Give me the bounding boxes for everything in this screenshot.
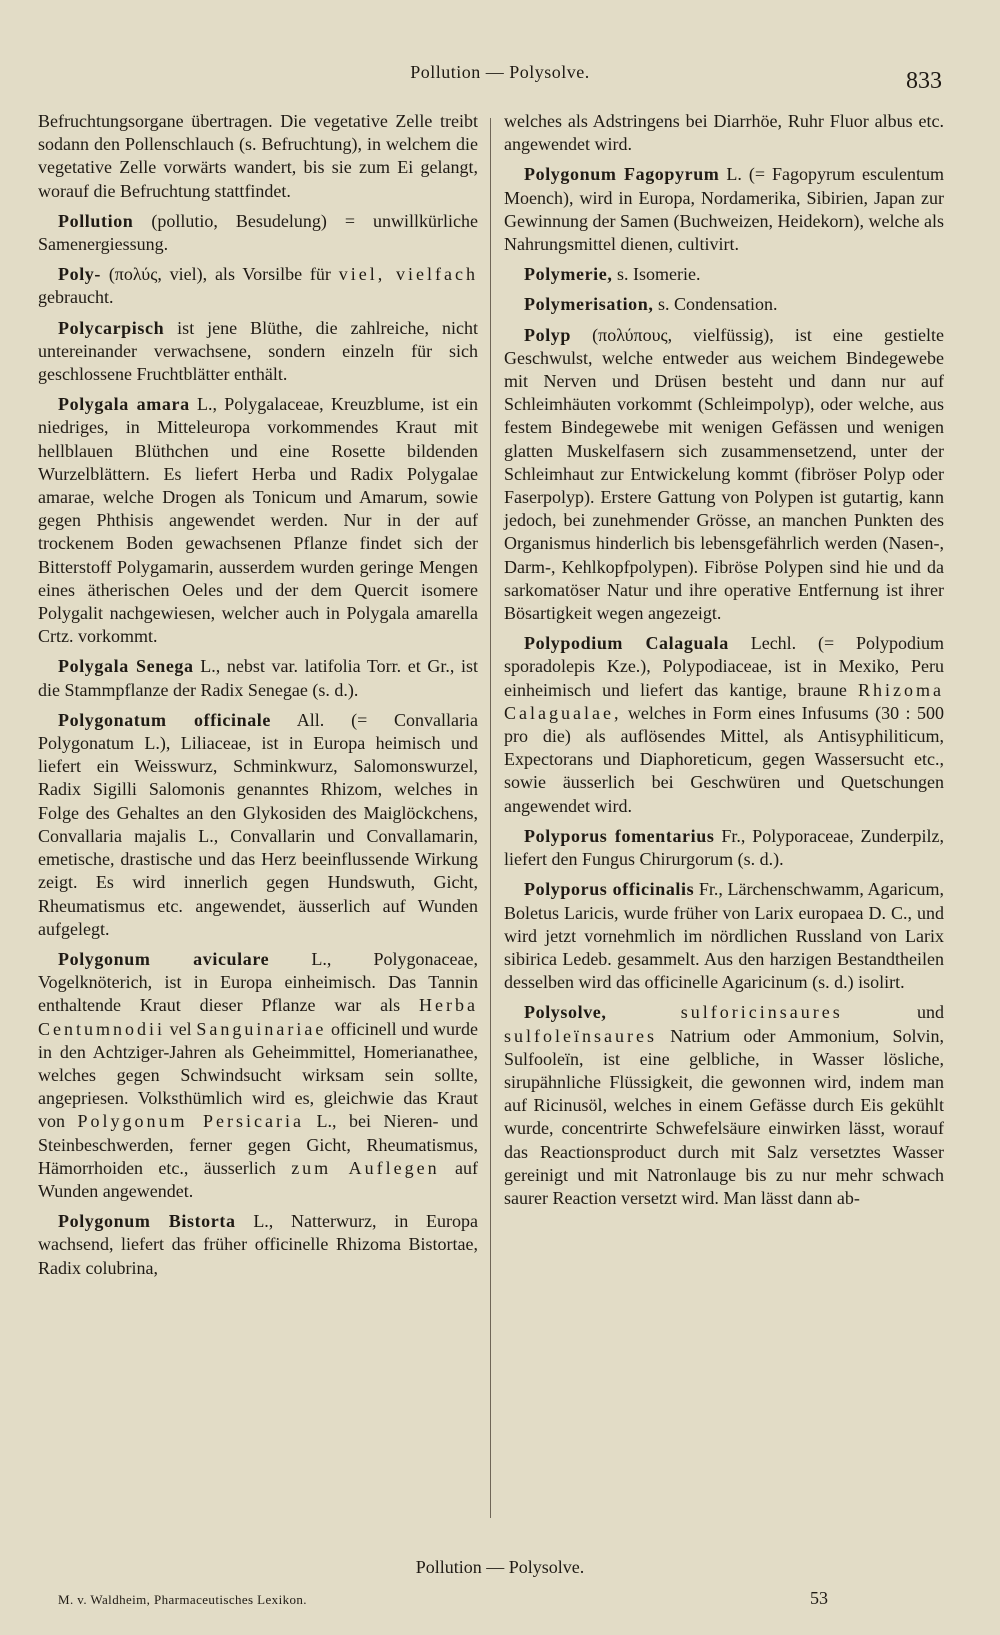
entry-pollution: Pollution (pollutio, Besudelung) = unwillkürliche Samenergiessung. [38, 210, 478, 255]
entry-polymerie: Polymerie, s. Isomerie. [524, 264, 701, 285]
entry-term: Polypodium Calaguala [524, 633, 729, 654]
entry-term: Polyporus officinalis [524, 879, 695, 900]
entry-polyporus-officinalis: Polyporus officinalis Fr., Lärchenschwamm, Agaricum, Boletus Laricis, wurde früher von Larix europaea D. C., und wird jetzt vornehmlich im nördlichen Russland von Larix sibirica Ledeb. gesammelt. Aus den harzigen Bestandtheilen desselben wird das officinelle Agaricinum (s. d.) isolirt. [504, 879, 945, 993]
entry-poly: Poly- (πολύς, viel), als Vorsilbe für viel, vielfach gebraucht. [38, 264, 478, 308]
entry-term: Polygala amara [58, 394, 190, 415]
entry-term: Polygonum aviculare [58, 948, 270, 969]
entry-term: Polycarpisch [58, 317, 165, 338]
running-head: Pollution — Polysolve. [410, 62, 590, 82]
entry-polygala-senega: Polygala Senega L., nebst var. latifolia Torr. et Gr., ist die Stammpflanze der Radix Senegae (s. d.). [38, 656, 478, 700]
footer-signature: 53 [810, 1588, 828, 1608]
entry-polyporus-fomentarius: Polyporus fomentarius Fr., Polyporaceae, Zunderpilz, liefert den Fungus Chirurgorum (s. d.). [504, 825, 944, 870]
entry-term: Polygonum Bistorta [58, 1211, 236, 1232]
page-header [0, 58, 1000, 98]
footer-author: M. v. Waldheim, Pharmaceutisches Lexikon. [58, 1592, 307, 1607]
entry-polypodium-calaguala: Polypodium Calaguala Lechl. (= Polypodium sporadolepis Kze.), Polypodiaceae, ist in Mexiko, Peru einheimisch und liefert das kantige, braune Rhizoma Calagualae, welches in Form eines Infusums (30 : 500 pro die) als auflösendes Mittel, als Antisyphiliticum, Expectorans und Diaphoreticum, gegen Wassersucht etc., sowie äusserlich bei Geschwüren und Quetschungen angewendet wird. [504, 633, 944, 816]
entry-polygonatum-officinale: Polygonatum officinale All. (= Convallaria Polygonatum L.), Liliaceae, ist in Europa heimisch und liefert ein Weisswurz, Schminkwurz, Salomonswurzel, Radix Sigilli Salomonis genanntes Rhizom, welches in Folge des Gehaltes an den Glykosiden des Maiglöckchens, Convallaria majalis L., Convallarin und Convallamarin, emetische, drastische und das Herz beeinflussende Wirkung zeigt. Es wird innerlich gegen Hundswuth, Gicht, Rheumatismus etc. angewendet, äusserlich auf Wunden aufgelegt. [38, 709, 478, 939]
entry-term: Pollution [58, 210, 134, 231]
footer-running-head: Pollution — Polysolve. [415, 1557, 585, 1577]
entry-polygonum-fagopyrum: Polygonum Fagopyrum L. (= Fagopyrum esculentum Moench), wird in Europa, Nordamerika, Sibirien, Japan zur Gewinnung der Samen (Buchweizen, Heidekorn), welche als Nahrungsmittel dienen, cultivirt. [504, 164, 944, 255]
entry-term: Polyp [524, 324, 572, 345]
left-column [38, 110, 478, 1287]
entry-term: Polygala Senega [58, 656, 194, 677]
entry-term: Polyporus fomentarius [524, 825, 715, 846]
entry-term: Polymerie, [524, 264, 613, 285]
entry-term: Polygonatum officinale [58, 709, 271, 730]
entry-term: Polymerisation, [524, 294, 654, 315]
entry-polyp: Polyp (πολύπους, vielfüssig), ist eine gestielte Geschwulst, welche entweder aus weichem Bindegewebe mit Nerven und Drüsen besteht und dann nur auf Schleimhäuten vorkommt (Schleimpolyp), oder welche, aus festem Bindegewebe mit wenigen Gefässen und wenigen glatten Muskelfasern sich zusammensetzend, unter der Schleimhaut zur Entwickelung kommt (fibröser Polyp oder Faserpolyp). Erstere Gattung von Polypen ist gutartig, kann jedoch, bei zunehmender Grösse, an manchen Punkten des Organismus hinderlich bis lebensgefährlich werden (Nasen-, Darm-, Kehlkopfpolypen). Fibröse Polypen sind hie und da sarkomatöser Natur und ihre operative Entfernung ist ihrer Bösartigkeit wegen angezeigt. [504, 324, 944, 624]
entry-term: Polygonum Fagopyrum [524, 164, 720, 185]
entry-term: Poly- [58, 264, 101, 285]
text-columns [38, 110, 944, 1520]
entry-polycarpisch: Polycarpisch ist jene Blüthe, die zahlreiche, nicht untereinander verwachsene, sondern einzeln für sich geschlossene Fruchtblätter enthält. [38, 317, 478, 385]
right-column [504, 110, 944, 1217]
page-number: 833 [906, 68, 942, 94]
entry-term: Polysolve, [524, 1002, 607, 1023]
entry-continuation: Befruchtungsorgane übertragen. Die vegetative Zelle treibt sodann den Pollenschlauch (s. Befruchtung), in welchem die vegetative Zelle vorwärts wandert, bis sie zum Ei gelangt, worauf die Befruchtung stattfindet. [38, 111, 478, 201]
entry-continuation: welches als Adstringens bei Diarrhöe, Ruhr Fluor albus etc. angewendet wird. [504, 111, 944, 155]
entry-polymerisation: Polymerisation, s. Condensation. [524, 294, 778, 315]
entry-polygala-amara: Polygala amara L., Polygalaceae, Kreuzblume, ist ein niedriges, in Mitteleuropa vorkommendes Kraut mit hellblauen Blüthchen und eine Rosette bildenden Wurzelblättern. Es liefert Herba und Radix Polygalae amarae, welche Drogen als Tonicum und Amarum, sowie gegen Phthisis angewendet werden. Nur in der auf trockenem Boden gewachsenen Pflanze findet sich der Bitterstoff Polygamarin, ausserdem wurden geringe Mengen eines ätherischen Oeles und der dem Quercit isomere Polygalit nachgewiesen, welcher auch in Polygala amarella Crtz. vorkommt. [38, 394, 478, 647]
column-divider [490, 118, 491, 1518]
entry-polygonum-bistorta: Polygonum Bistorta L., Natterwurz, in Europa wachsend, liefert das früher officinelle Rhizoma Bistortae, Radix colubrina, [38, 1211, 478, 1278]
entry-polysolve: Polysolve, sulforicinsaures und sulfoleïnsaures Natrium oder Ammonium, Solvin, Sulfooleïn, ist eine gelbliche, in Wasser lösliche, sirupähnliche Flüssigkeit, die gewonnen wird, indem man auf Ricinusöl, welches in einem Gefässe durch Eis gekühlt wurde, concentrirte Schwefelsäure einwirken lässt, worauf das Reactionsproduct durch mit Salz versetztes Wasser gereinigt und mit Natronlauge bis zu nur mehr schwach saurer Reaction versetzt wird. Man lässt dann ab- [504, 1002, 944, 1208]
entry-polygonum-aviculare: Polygonum aviculare L., Polygonaceae, Vogelknöterich, ist in Europa einheimisch. Das Tannin enthaltende Kraut dieser Pflanze war als Herba Centumnodii vel Sanguinariae officinell und wurde in den Achtziger-Jahren als Geheimmittel, Homerianathee, welches gegen Schwindsucht wirksam sein sollte, angepriesen. Volksthümlich wird es, gleichwie das Kraut von Polygonum Persicaria L., bei Nieren- und Steinbeschwerden, ferner gegen Gicht, Rheumatismus, Hämorrhoiden etc., äusserlich zum Auflegen auf Wunden angewendet. [38, 948, 479, 1201]
